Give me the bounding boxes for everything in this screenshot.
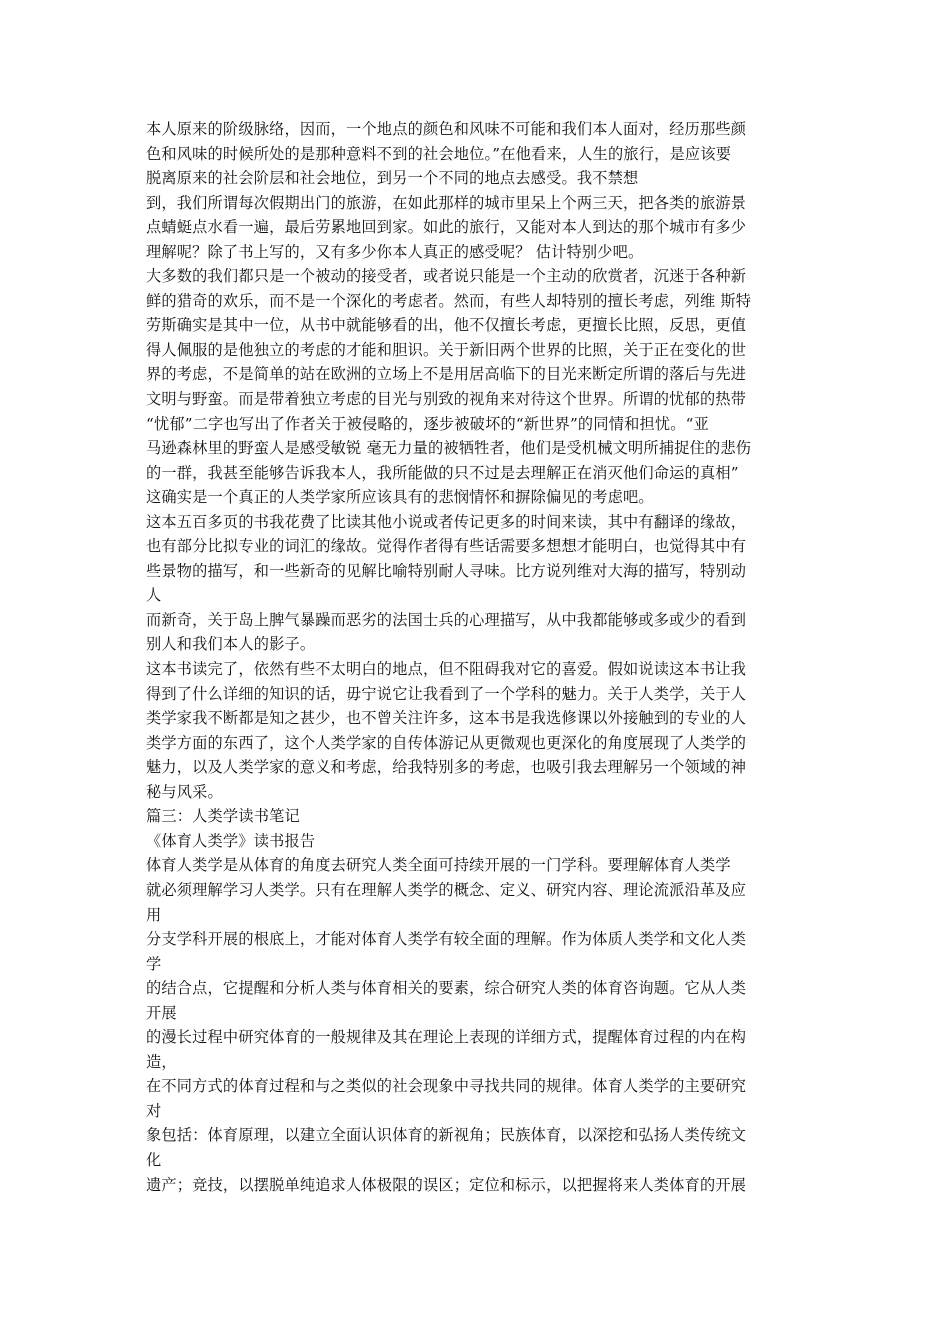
text-line: 别人和我们本人的影子。 — [146, 635, 316, 654]
text-line: 理解呢？除了书上写的，又有多少你本人真正的感受呢？ 估计特别少吧。 — [146, 242, 644, 261]
text-line: 到，我们所谓每次假期出门的旅游，在如此那样的城市里呆上个两三天，把各类的旅游景 — [146, 193, 747, 212]
text-line: 劳斯确实是其中一位，从书中就能够看的出，他不仅擅长考虑，更擅长比照，反思，更值 — [146, 316, 747, 335]
text-line: 得人佩服的是他独立的考虑的才能和胆识。关于新旧两个世界的比照，关于正在变化的世 — [146, 340, 747, 359]
text-line: 魅力，以及人类学家的意义和考虑，给我特别多的考虑，也吸引我去理解另一个领域的神 — [146, 758, 747, 777]
text-line: 象包括：体育原理，以建立全面认识体育的新视角；民族体育，以深挖和弘扬人类传统文 — [146, 1126, 747, 1145]
text-line: 文明与野蛮。而是带着独立考虑的目光与别致的视角来对待这个世界。所谓的忧郁的热带 — [146, 390, 747, 409]
text-line: 的结合点，它提醒和分析人类与体育相关的要素，综合研究人类的体育咨询题。它从人类 — [146, 979, 747, 998]
text-line: 秘与风采。 — [146, 782, 223, 801]
document-body — [146, 117, 816, 1197]
text-line: 这确实是一个真正的人类学家所应该具有的悲悯情怀和摒除偏见的考虑吧。 — [146, 488, 654, 507]
text-line: 在不同方式的体育过程和与之类似的社会现象中寻找共同的规律。体育人类学的主要研究 — [146, 1077, 747, 1096]
text-line: 本人原来的阶级脉络，因而，一个地点的颜色和风味不可能和我们本人面对，经历那些颜 — [146, 120, 747, 138]
text-line: 的一群，我甚至能够告诉我本人，我所能做的只不过是去理解正在消灭他们命运的真相” — [146, 463, 739, 482]
text-line: 色和风味的时候所处的是那种意料不到的社会地位。”在他看来，人生的旅行，是应该要 — [146, 144, 732, 163]
text-line: 界的考虑，不是简单的站在欧洲的立场上不是用居高临下的目光来断定所谓的落后与先进 — [146, 365, 747, 384]
text-line: 分支学科开展的根底上，才能对体育人类学有较全面的理解。作为体质人类学和文化人类 — [146, 930, 747, 949]
text-line: 遗产；竞技，以摆脱单纯追求人体极限的误区；定位和标示，以把握将来人类体育的开展 — [146, 1175, 747, 1194]
text-line: 《体育人类学》读书报告 — [146, 831, 316, 850]
text-line: 类学方面的东西了，这个人类学家的自传体游记从更微观也更深化的角度展现了人类学的 — [146, 733, 747, 752]
text-line: 体育人类学是从体育的角度去研究人类全面可持续开展的一门学科。要理解体育人类学 — [146, 856, 731, 875]
text-line: 用 — [146, 905, 162, 924]
text-line: “忧郁”二字也写出了作者关于被侵略的，逐步被破坏的“新世界”的同情和担忧。“亚 — [146, 414, 709, 433]
text-line: 脱离原来的社会阶层和社会地位，到另一个不同的地点去感受。我不禁想 — [146, 169, 639, 188]
text-line: 造， — [146, 1052, 177, 1071]
text-line: 篇三：人类学读书笔记 — [146, 807, 300, 826]
text-line: 化 — [146, 1150, 162, 1169]
text-line: 这本五百多页的书我花费了比读其他小说或者传记更多的时间来读，其中有翻译的缘故， — [146, 512, 747, 531]
text-line: 的漫长过程中研究体育的一般规律及其在理论上表现的详细方式，提醒体育过程的内在构 — [146, 1028, 747, 1047]
text-line: 些景物的描写，和一些新奇的见解比喻特别耐人寻味。比方说列维对大海的描写，特别动 — [146, 561, 747, 580]
text-line: 开展 — [146, 1003, 177, 1022]
text-line: 点蜻蜓点水看一遍，最后劳累地回到家。如此的旅行，又能对本人到达的那个城市有多少 — [146, 218, 747, 237]
text-line: 得到了什么详细的知识的话，毋宁说它让我看到了一个学科的魅力。关于人类学，关于人 — [146, 684, 747, 703]
text-line: 大多数的我们都只是一个被动的接受者，或者说只能是一个主动的欣赏者，沉迷于各种新 — [146, 267, 747, 286]
text-line: 鲜的猎奇的欢乐，而不是一个深化的考虑者。然而，有些人却特别的擅长考虑，列维 斯特 — [146, 291, 752, 310]
text-line: 人 — [146, 586, 162, 605]
text-line: 这本书读完了，依然有些不太明白的地点，但不阻碍我对它的喜爱。假如说读这本书让我 — [146, 660, 747, 679]
text-line: 对 — [146, 1101, 162, 1120]
text-line: 就必须理解学习人类学。只有在理解人类学的概念、定义、研究内容、理论流派沿革及应 — [146, 880, 747, 899]
text-line: 类学家我不断都是知之甚少，也不曾关注许多，这本书是我选修课以外接触到的专业的人 — [146, 709, 747, 728]
text-line: 马逊森林里的野蛮人是感受敏锐 毫无力量的被牺牲者，他们是受机械文明所捕捉住的悲伤 — [146, 439, 752, 458]
text-line: 也有部分比拟专业的词汇的缘故。觉得作者得有些话需要多想想才能明白，也觉得其中有 — [146, 537, 747, 556]
text-line: 学 — [146, 954, 162, 973]
text-line: 而新奇，关于岛上脾气暴躁而恶劣的法国士兵的心理描写，从中我都能够或多或少的看到 — [146, 610, 747, 629]
